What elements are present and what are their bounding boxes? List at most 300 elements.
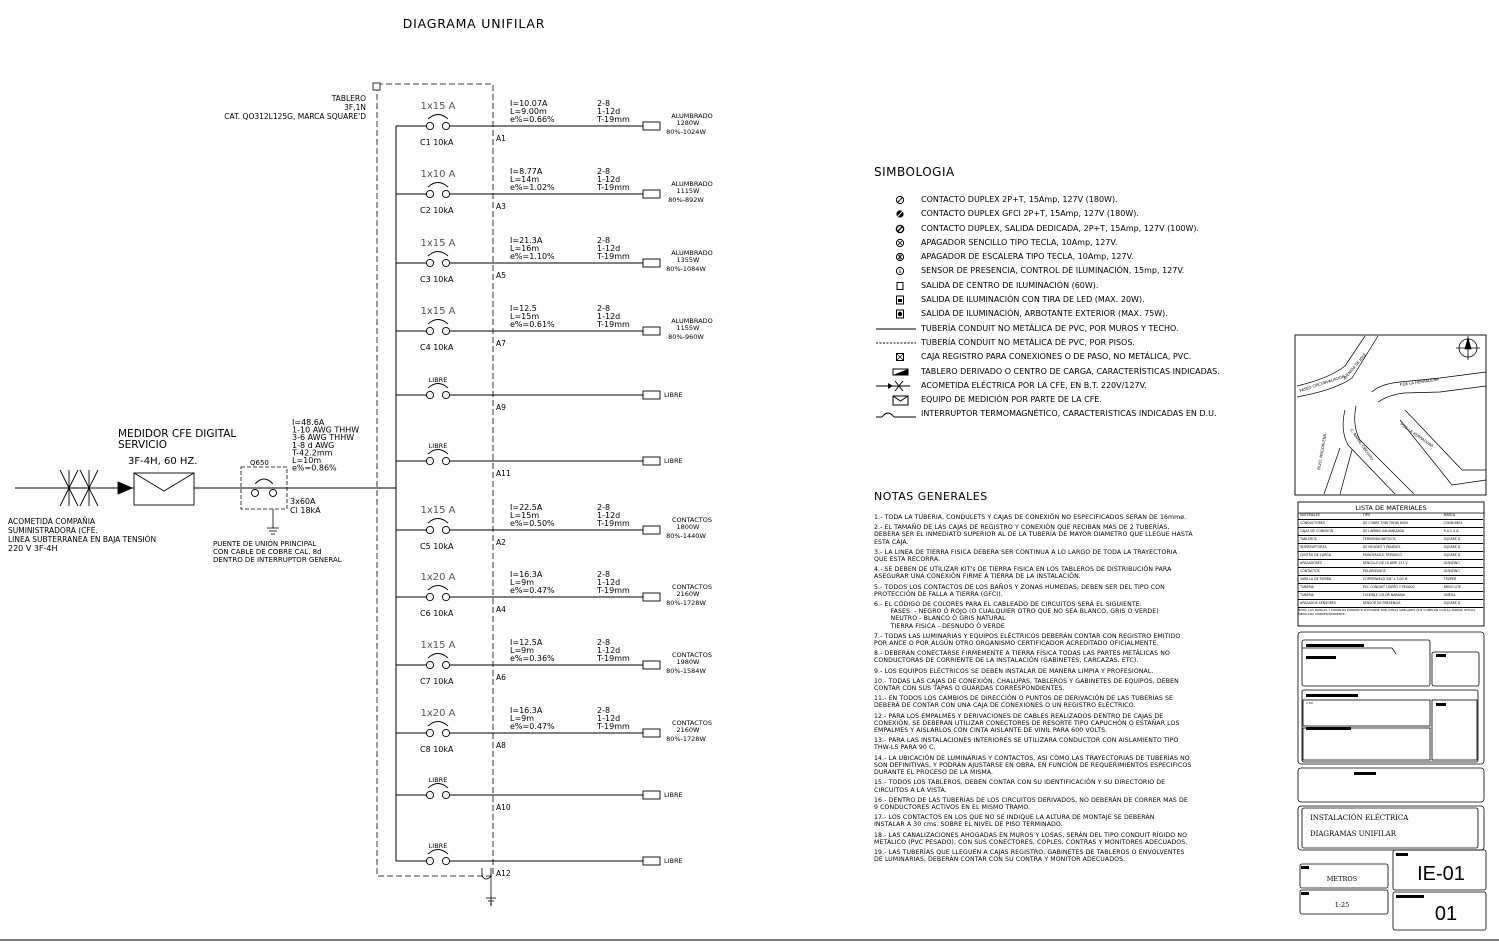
current-value: I=10.07A (510, 99, 548, 108)
feeder-line: T-42.2mm (292, 448, 333, 458)
circuit-id: A2 (496, 538, 506, 547)
materials-cell: POLARIZADOS (1362, 569, 1386, 574)
circuit-A9 (396, 376, 683, 412)
ceiling-outlet-icon (890, 280, 910, 292)
materials-row (1298, 560, 1483, 568)
simbologia-list (876, 193, 1266, 422)
voltage-drop-value: e%=0.50% (510, 519, 555, 528)
drawing-name: DIAGRAMAS UNIFILAR (1310, 830, 1396, 838)
materials-row (1298, 520, 1483, 528)
simbologia-text: APAGADOR SENCILLO TIPO TECLA, 10Amp, 127V. (921, 237, 1118, 247)
feeder-line: I=48.6A (292, 418, 325, 427)
solid-conduit-icon (876, 323, 916, 335)
circuit-id: A12 (496, 869, 511, 878)
simbologia-text: ACOMETIDA ELÉCTRICA POR LA CFE, EN B.T. 220V/127V. (921, 380, 1147, 390)
materials-cell: TRUPER (1443, 577, 1457, 582)
street-label: AVENIDA DE JOSÉ (1341, 351, 1368, 381)
breaker-icon (426, 183, 449, 198)
simbologia-text: TUBERÍA CONDUIT NO METÁLICA DE PVC, POR PISOS. (921, 337, 1135, 347)
materials-footnote: NOTA: LAS MARCAS Y MODELOS PUEDEN SUSTITUIRSE POR OTRAS SIMILARES QUE CUMPLAN CON LA NORMA OFICIAL MEXICANA CORRESPONDIENTE. (1298, 608, 1476, 616)
circuit-id: A11 (496, 469, 511, 478)
materials-row (1298, 544, 1483, 552)
circuit-id: A1 (496, 134, 506, 143)
simbologia-text: TABLERO DERIVADO O CENTRO DE CARGA, CARACTERÍSTICAS INDICADAS. (921, 366, 1220, 376)
load-icon (643, 391, 660, 399)
load-icon (643, 457, 660, 465)
load-icon (643, 526, 660, 534)
simbologia-item (876, 393, 1266, 407)
street-label: PASEO CIRCUNVALACIÓN (1298, 373, 1346, 393)
materials-cell: SQUARE D (1443, 601, 1461, 606)
acometida-label-3: LINEA SUBTERRANEA EN BAJA TENSIÓN (8, 535, 157, 544)
load-icon (643, 190, 660, 198)
load-demand: 80%-1728W (666, 599, 706, 607)
load-demand: 80%-1728W (666, 735, 706, 743)
conduit-spec: T-19mm (597, 654, 630, 663)
circuit-rating: LIBRE (428, 442, 448, 450)
length-value: L=9m (510, 714, 535, 723)
medidor-label-2: SERVICIO (118, 439, 167, 451)
conductor-spec: 2-8 (597, 503, 611, 512)
materials-cell: DE MOLDEO Y PANELES (1362, 545, 1401, 550)
load-label: CONTACTOS (671, 719, 713, 727)
load-label: LIBRE (664, 391, 683, 399)
panel-corner-icon (373, 83, 380, 90)
circuit-rating: LIBRE (428, 376, 448, 384)
load-icon (643, 259, 660, 267)
simbologia-item (876, 407, 1266, 421)
ground-icon (267, 528, 279, 534)
materials-cell: OMEGA (1443, 593, 1456, 598)
conductor-spec: 2-8 (597, 706, 611, 715)
street-label: P.DE LA HERRADURA (1399, 421, 1435, 449)
load-demand: 80%-960W (668, 333, 704, 341)
simbologia-item (876, 293, 1266, 307)
conductor-spec: 2-8 (597, 236, 611, 245)
ground-spec: 1-12d (597, 312, 621, 321)
materials-cell: SQUARE D (1443, 545, 1461, 550)
simbologia-item (876, 336, 1266, 350)
nota-item: 17.- LOS CONTACTOS EN LOS QUE NO SE INDIQUE LA ALTURA DE MONTAJE SE DEBERÁN INSTALAR A 30 cms. SOBRE EL NIVEL DE PISO TERMINADO. (874, 814, 1155, 829)
materials-row (1298, 600, 1483, 608)
circuit-id: A5 (496, 271, 506, 280)
simbologia-text: CONTACTO DUPLEX, SALIDA DEDICADA, 2P+T, 15Amp, 127V (100W). (921, 223, 1200, 233)
breaker-label: C8 10kA (420, 745, 454, 754)
materials-cell: INTERRUPTORES (1300, 545, 1327, 550)
notas-heading: NOTAS GENERALES (874, 490, 988, 503)
location-map (1295, 335, 1486, 495)
medidor-label-1: MEDIDOR CFE DIGITAL (118, 428, 237, 440)
service-entrance-icon (876, 380, 916, 392)
load-icon (643, 729, 660, 737)
circuit-rating: 1x15 A (420, 306, 456, 317)
circuit-id: A10 (496, 803, 511, 812)
conduit-spec: T-19mm (597, 115, 630, 124)
feeder-line: L=10m (292, 456, 322, 465)
north-arrow-icon (1456, 336, 1480, 360)
circuit-id: A9 (496, 403, 506, 412)
conduit-spec: T-19mm (597, 183, 630, 192)
nota-item: 4.- SE DEBEN DE UTILIZAR KIT's DE TIERRA FISICA EN LOS TABLEROS DE DISTRIBUCIÓN PARA ASEGURAR UNA CONEXIÓN FIRME A TIERRA DE LA INSTALACIÓN. (874, 566, 1172, 581)
circuit-A10 (396, 776, 683, 812)
nota-item: 9.- LOS EQUIPOS ELÉCTRICOS SE DEBEN INSTALAR DE MANERA LIMPIA Y PROFESIONAL. (874, 667, 1154, 675)
load-demand: 80%-1024W (666, 128, 706, 136)
main-breaker-label-2: Cl 18kA (290, 506, 321, 515)
sheet-code: IE-01 (1417, 863, 1465, 885)
circuit-A1 (396, 99, 713, 147)
simbologia-text: SALIDA DE ILUMINACIÓN, ARBOTANTE EXTERIOR (MAX. 75W). (921, 309, 1168, 319)
voltage-drop-value: e%=0.47% (510, 586, 555, 595)
circuit-A4 (396, 570, 712, 618)
main-breaker-tag: Q650 (250, 459, 269, 467)
materials-cell: TIPO (1362, 513, 1371, 518)
length-value: L=15m (510, 511, 540, 520)
materials-table (1298, 512, 1483, 616)
circuit-rating: 1x15 A (420, 505, 456, 516)
breaker-icon (426, 384, 449, 399)
load-demand: 80%-1440W (666, 532, 706, 540)
materials-heading: LISTA DE MATERIALES (1355, 504, 1427, 512)
simbologia-item (876, 379, 1266, 393)
simbologia-text: CONTACTO DUPLEX GFCI 2P+T, 15Amp, 127V (180W). (921, 209, 1139, 219)
breaker-icon (876, 408, 916, 420)
current-value: I=8.77A (510, 167, 543, 176)
nota-item: 18.- LAS CANALIZACIONES AHOGADAS EN MUROS Y LOSAS, SERÁN DEL TIPO CONDUIT RÍGIDO NO METÁLICO (PVC PESADO), CON SUS CONECTORES, COPLES, CONTRAS Y MONITORES ADECUADOS. (874, 831, 1188, 846)
ground-spec: 1-12d (597, 244, 621, 253)
circuit-A11 (396, 442, 683, 478)
materials-cell: R.A.C.S.A. (1443, 529, 1460, 534)
simbologia-heading: SIMBOLOGIA (874, 165, 955, 179)
materials-cell: VARILLA DE TIERRA (1300, 577, 1331, 582)
voltage-drop-value: e%=1.10% (510, 252, 555, 261)
materials-row (1298, 584, 1483, 592)
conduit-spec: T-19mm (597, 320, 630, 329)
junction-box-icon (890, 351, 910, 363)
breaker-label: C7 10kA (420, 677, 454, 686)
conductor-spec: 2-8 (597, 570, 611, 579)
load-demand: 80%-892W (668, 196, 704, 204)
load-label: LIBRE (664, 457, 683, 465)
current-value: I=21.3A (510, 236, 543, 245)
load-label: CONTACTOS (671, 583, 713, 591)
street-label: C. RAMAL CIRCUITO (1349, 427, 1375, 462)
conduit-spec: T-19mm (597, 519, 630, 528)
units-value: METROS (1326, 875, 1358, 883)
length-value: L=15m (510, 312, 540, 321)
project-name: INSTALACIÓN ELÉCTRICA (1310, 814, 1409, 822)
simbologia-item (876, 307, 1266, 321)
simbologia-text: APAGADOR DE ESCALERA TIPO TECLA, 10Amp, 127V. (921, 252, 1134, 262)
load-icon (643, 593, 660, 601)
redacted-bars (1301, 644, 1446, 898)
exterior-light-icon (890, 308, 910, 320)
conductor-spec: 2-8 (597, 167, 611, 176)
load-label: ALUMBRADO (671, 249, 713, 257)
circuit-id: A4 (496, 605, 506, 614)
simbologia-item (876, 222, 1266, 236)
load-watts: 1980W (676, 658, 700, 666)
voltage-drop-value: e%=0.61% (510, 320, 555, 329)
simbologia-item (876, 365, 1266, 379)
circuit-id: A3 (496, 202, 506, 211)
circuit-rating: 1x15 A (420, 238, 456, 249)
svg-text:S: S (898, 270, 902, 276)
conduit-spec: T-19mm (597, 586, 630, 595)
presence-sensor-icon (890, 265, 910, 277)
simbologia-text: CAJA REGISTRO PARA CONEXIONES O DE PASO, NO METÁLICA, PVC. (921, 352, 1192, 362)
length-value: L=9m (510, 578, 535, 587)
ground-spec: 1-12d (597, 107, 621, 116)
materials-cell: QUINZIÑO (1443, 569, 1460, 574)
circuit-A3 (396, 167, 713, 215)
nota-item: 3.- LA LINEA DE TIERRA FISICA DEBERA SER CONTINUA A LO LARGO DE TODA LA TRAYECTORIA QUE ESTA RECORRA. (874, 548, 1178, 564)
feeder-line: 3-6 AWG THHW (292, 433, 355, 443)
scale-value: 1:25 (1334, 901, 1350, 909)
materials-cell: MONOFÁSICO TRIFÁSICO (1362, 553, 1402, 558)
nota-item: 7.- TODAS LAS LUMINARIAS Y EQUIPOS ELÉCTRICOS DEBERÁN CONTAR CON REGISTRO EMITIDO POR ANCE O POR ALGÚN OTRO ORGANISMO CERTIFICADOR ACREDITADO OFICIALMENTE. (874, 632, 1181, 648)
simbologia-text: CONTACTO DUPLEX 2P+T, 15Amp, 127V (180W). (921, 195, 1118, 204)
circuit-rating: 1x15 A (420, 101, 456, 112)
conductor-spec: 2-8 (597, 99, 611, 108)
street-label: P.DE LA HERRADURA (1399, 376, 1439, 387)
puente-line: DENTRO DE INTERRUPTOR GENERAL (213, 556, 342, 564)
materials-cell: APAGADORES (1300, 561, 1322, 566)
tablero-label-3: CAT. QO312L125G, MARCA SQUARE'D (224, 112, 366, 121)
length-value: L=14m (510, 175, 540, 184)
circuit-A5 (396, 236, 713, 284)
breaker-label: C3 10kA (420, 275, 454, 284)
simbologia-item (876, 207, 1266, 221)
breaker-label: C1 10kA (420, 138, 454, 147)
puente-line: PUENTE DE UNIÓN PRINCIPAL (213, 540, 317, 548)
circuit-A6 (396, 638, 712, 686)
circuit-rating: 1x15 A (420, 640, 456, 651)
street-label: BLVD. MAGDALENA (1316, 433, 1328, 471)
circuit-branches (396, 99, 713, 878)
breaker-label: C4 10kA (420, 343, 454, 352)
ground-spec: 1-12d (597, 714, 621, 723)
length-value: L=9m (510, 646, 535, 655)
load-icon (643, 661, 660, 669)
materials-row (1298, 592, 1483, 600)
nota-item: 6.- EL CÓDIGO DE COLORES PARA EL CABLEADO DE CIRCUITOS SERÁ EL SIGUIENTE: FASES - NEGRO Ó ROJO (O CUALQUIER OTRO QUE NO SEA BLANCO, GRIS O VERDE) NEUTRO - BLANCO Ó GRIS NATURAL TIERRA FISICA - DESNUDO Ó VERDE (874, 601, 1159, 630)
materials-cell: MARCA (1443, 513, 1456, 518)
materials-cell: CAJAS DE CONEXIÓN (1300, 529, 1334, 534)
meter-icon (134, 473, 194, 505)
feeder-line: e%=0.86% (292, 463, 337, 473)
materials-row (1298, 576, 1483, 584)
simbologia-text: SENSOR DE PRESENCIA, CONTROL DE ILUMINACIÓN, 15mp, 127V. (921, 266, 1185, 276)
breaker-icon (426, 850, 449, 865)
ground-spec: 1-12d (597, 646, 621, 655)
materials-cell: SQUARE D (1443, 537, 1461, 542)
breaker-icon (426, 586, 449, 601)
circuit-A2 (396, 503, 712, 551)
ground-spec: 1-12d (597, 511, 621, 520)
meter-icon (890, 394, 910, 406)
materials-row (1298, 552, 1483, 560)
materials-row (1298, 568, 1483, 576)
simbologia-item (876, 250, 1266, 264)
acometida-label-2: SUMINISTRADORA (CFE. (8, 526, 98, 535)
simbologia-item (876, 236, 1266, 250)
puente-note (213, 539, 342, 564)
feeder-line: 1-10 AWG THHW (292, 425, 360, 435)
circuit-id: A8 (496, 741, 506, 750)
ground-spec: 1-12d (597, 175, 621, 184)
materials-cell: TUBERIA (1300, 585, 1314, 590)
load-watts: 1355W (676, 256, 700, 264)
dedicated-outlet-icon (890, 223, 910, 235)
breaker-icon (426, 115, 449, 130)
diagram-title: DIAGRAMA UNIFILAR (402, 16, 546, 31)
nota-item: 19.- LAS TUBERÍAS QUE LLEGUEN A CAJAS REGISTRO, GABINETES DE TABLEROS O ENVOLVENTES DE LUMINARIAS, DEBERÁN CONTAR CON SU CONTRA Y MONITOR ADECUADOS. (874, 848, 1185, 864)
load-demand: 80%-1584W (666, 667, 706, 675)
breaker-icon (426, 654, 449, 669)
load-label: ALUMBRADO (671, 180, 713, 188)
length-value: L=16m (510, 244, 540, 253)
breaker-icon (426, 252, 449, 267)
sheet-number: 01 (1434, 903, 1458, 925)
materials-cell: DE LAMINA GALVANIZADA (1362, 529, 1405, 534)
conduit-spec: T-19mm (597, 722, 630, 731)
circuit-rating: LIBRE (428, 776, 448, 784)
ground-spec: 1-12d (597, 578, 621, 587)
load-demand: 80%-1084W (666, 265, 706, 273)
load-label: CONTACTOS (671, 516, 713, 524)
puente-line: CON CABLE DE COBRE CAL. 8d (213, 548, 322, 556)
materials-row (1298, 536, 1483, 544)
load-watts: 1115W (676, 187, 700, 195)
breaker-icon (426, 784, 449, 799)
tablero-label-1: TABLERO (331, 94, 366, 103)
breaker-icon (426, 519, 449, 534)
conductor-spec: 2-8 (597, 304, 611, 313)
main-breaker-label-1: 3x60A (290, 497, 316, 506)
current-value: I=22.5A (510, 503, 543, 512)
notas-list (874, 514, 1254, 866)
voltage-drop-value: e%=0.47% (510, 722, 555, 731)
breaker-icon (426, 450, 449, 465)
breaker-label: C5 10kA (420, 542, 454, 551)
simbologia-item (876, 350, 1266, 364)
load-icon (643, 791, 660, 799)
simbologia-item (876, 322, 1266, 336)
circuit-A7 (396, 304, 713, 352)
nota-item: 14.- LA UBICACIÓN DE LUMINARIAS Y CONTACTOS, ASI COMO LAS TRAYECTORIAS DE TUBERÍAS NO SON DEFINITIVAS, Y PODRÁN AJUSTARSE EN OBRA, EN FUNCIÓN DE REQUERIMIENTOS ESPECIFICOS DURANTE EL PROCESO DE LA MISMA. (874, 754, 1192, 777)
materials-cell: MATERIALES (1300, 513, 1320, 518)
circuit-rating: 1x10 A (420, 169, 456, 180)
simbologia-text: INTERRUPTOR TERMOMAGNÉTICO, CARACTERISTICAS INDICADAS EN D.U. (921, 409, 1217, 419)
single-switch-icon (890, 237, 910, 249)
load-watts: 1800W (676, 523, 700, 531)
nota-item: 8.- DEBERÁN CONECTARSE FIRMEMENTE A TIERRA FÍSICA TODAS LAS PARTES METÁLICAS NO CONDUCTORAS DE CORRIENTE DE LA INSTALACIÓN (GABINETES, CARCAZAS, ETC). (874, 650, 1170, 665)
nota-item: 1.- TODA LA TUBERIA, CONDULETS Y CAJAS DE CONEXIÓN NO ESPECIFICADOS SERAN DE 16mmø. (874, 514, 1187, 521)
load-label: LIBRE (664, 857, 683, 865)
load-watts: 2160W (676, 726, 700, 734)
stair-switch-icon (890, 251, 910, 263)
nota-item: 13.- PARA LAS INSTALACIONES INTERIORES SE UTILIZARA CONDUCTOR CON AISLAMIENTO TIPO THW-LS PARA 90 C. (874, 737, 1179, 752)
nota-item: 5.- TODOS LOS CONTACTOS DE LOS BAÑOS Y ZONAS HUMEDAS, DEBEN SER DEL TIPO CON PROTECCIÓN DE FALLA A TIERRA (GFCI). (874, 583, 1165, 598)
current-value: I=16.3A (510, 570, 543, 579)
materials-cell: DE COBRE THW THHW 600V (1362, 521, 1409, 526)
breaker-label: C2 10kA (420, 206, 454, 215)
load-label: CONTACTOS (671, 651, 713, 659)
load-icon (643, 327, 660, 335)
materials-cell: QUINZIÑO (1443, 561, 1460, 566)
circuit-id: A6 (496, 673, 506, 682)
load-watts: 1155W (676, 324, 700, 332)
dashed-conduit-icon (876, 337, 916, 349)
nota-item: 10.- TODAS LAS CAJAS DE CONEXIÓN, CHALUPAS, TABLEROS Y GABINETES DE EQUIPOS, DEBEN CONTAR CON SUS TAPAS O GUARDAS CORRESPONDIENTES. (874, 677, 1179, 693)
load-icon (643, 122, 660, 130)
materials-cell: TERMOMAGNETICOS (1362, 537, 1396, 542)
materials-cell: SQUARE D (1443, 553, 1461, 558)
tablero-label-2: 3F,1N (344, 103, 366, 112)
materials-cell: SENCILLO DE 10 AMP. 127 V (1362, 561, 1408, 566)
duplex-outlet-icon (890, 194, 910, 206)
circuit-A8 (396, 706, 712, 754)
materials-cell: PVC CONDUIT LIGERO Y PESADO (1362, 585, 1416, 590)
current-value: I=16.3A (510, 706, 543, 715)
materials-cell: COPPERWELD 5/8" x 3.00 M (1362, 577, 1408, 582)
nota-item: 15.- TODOS LOS TABLEROS, DEBEN CONTAR CON SU IDENTIFICACIÓN Y SU DIRECTORIO DE CIRCUITOS A LA VISTA. (874, 779, 1166, 794)
feeder-line: 1-8 d AWG (292, 440, 335, 450)
feeder-spec (291, 418, 359, 473)
nota-item: 16.- DENTRO DE LAS TUBERÍAS DE LOS CIRCUITOS DERIVADOS, NO DEBERÁN DE CORRER MAS DE 9 CONDUCTORES ACTIVOS EN EL MISMO TRAMO. (874, 796, 1188, 811)
gfci-outlet-icon (890, 208, 910, 220)
load-label: ALUMBRADO (671, 112, 713, 120)
acometida-label-1: ACOMETIDA COMPAÑIA (8, 517, 96, 526)
circuit-rating: LIBRE (428, 842, 448, 850)
materials-cell: CONDUCTORES (1300, 521, 1325, 526)
circuit-rating: 1x20 A (420, 708, 456, 719)
materials-cell: CENTRO DE CARGA (1300, 553, 1332, 558)
simbologia-text: SALIDA DE CENTRO DE ILUMINACIÓN (60W). (921, 280, 1099, 290)
nota-item: 11.- EN TODOS LOS CAMBIOS DE DIRECCIÓN O PUNTOS DE DERIVACIÓN DE LAS TUBERÍAS SE DEBERÁ DE CONTAR CON UNA CAJA DE CONEXIONES O UN REGISTRO ELÉCTRICO. (874, 695, 1173, 710)
materials-cell: APAGADOS SENSORES (1300, 601, 1336, 606)
voltage-drop-value: e%=0.36% (510, 654, 555, 663)
panel-enclosure (377, 84, 493, 876)
simbologia-item (876, 264, 1266, 278)
load-label: ALUMBRADO (671, 317, 713, 325)
acometida-label-4: 220 V 3F-4H (8, 544, 58, 553)
simbologia-text: TUBERÍA CONDUIT NO METÁLICA DE PVC, POR MUROS Y TECHO. (921, 323, 1179, 333)
led-strip-icon (890, 294, 910, 306)
title-block (1298, 632, 1486, 930)
materials-cell: CONTACTOS (1300, 569, 1320, 574)
medidor-label-3: 3F-4H, 60 HZ. (128, 456, 198, 467)
materials-cell: CONDUMEX (1443, 521, 1463, 526)
materials-cell: SENSOR DE PRESENCIA (1362, 601, 1401, 606)
length-value: L=9.00m (510, 107, 547, 116)
conductor-spec: 2-8 (597, 638, 611, 647)
nota-item: 2.- EL TAMAÑO DE LAS CAJAS DE REGISTRO Y CONEXIÓN QUE RECIBAN MAS DE 2 TUBERÍAS, DEBERA SER EL INMEDIATO SUPERIOR AL DE LA TUBERÍA DE MAYOR DIAMETRO QUE LLEGUE HASTA ESTA CAJA. (874, 524, 1193, 546)
circuit-id: A7 (496, 339, 506, 348)
materials-row (1298, 528, 1483, 536)
circuit-A12 (396, 842, 683, 878)
voltage-drop-value: e%=1.02% (510, 183, 555, 192)
materials-cell: TABLEROS (1300, 537, 1317, 542)
load-label: LIBRE (664, 791, 683, 799)
nota-item: 12.- PARA LOS EMPALMES Y DERIVACIONES DE CABLES REALIZADOS DENTRO DE CAJAS DE CONEXIÓN, SE DEBERAN UTILIZAR CONECTORES DE RESORTE TIPO CAPUCHÓN O ESTAÑAR LOS EMPALMES Y AISLARLOS CON CINTA AISLANTE DE VINIL PARA 600 VOLTS. (874, 712, 1180, 735)
materials-cell: TUBERIA (1300, 593, 1314, 598)
load-watts: 2160W (676, 590, 700, 598)
circuit-rating: 1x20 A (420, 572, 456, 583)
simbologia-item (876, 279, 1266, 293)
materials-cell: BRISO LITE (1443, 585, 1462, 590)
materials-header-row (1298, 512, 1483, 520)
